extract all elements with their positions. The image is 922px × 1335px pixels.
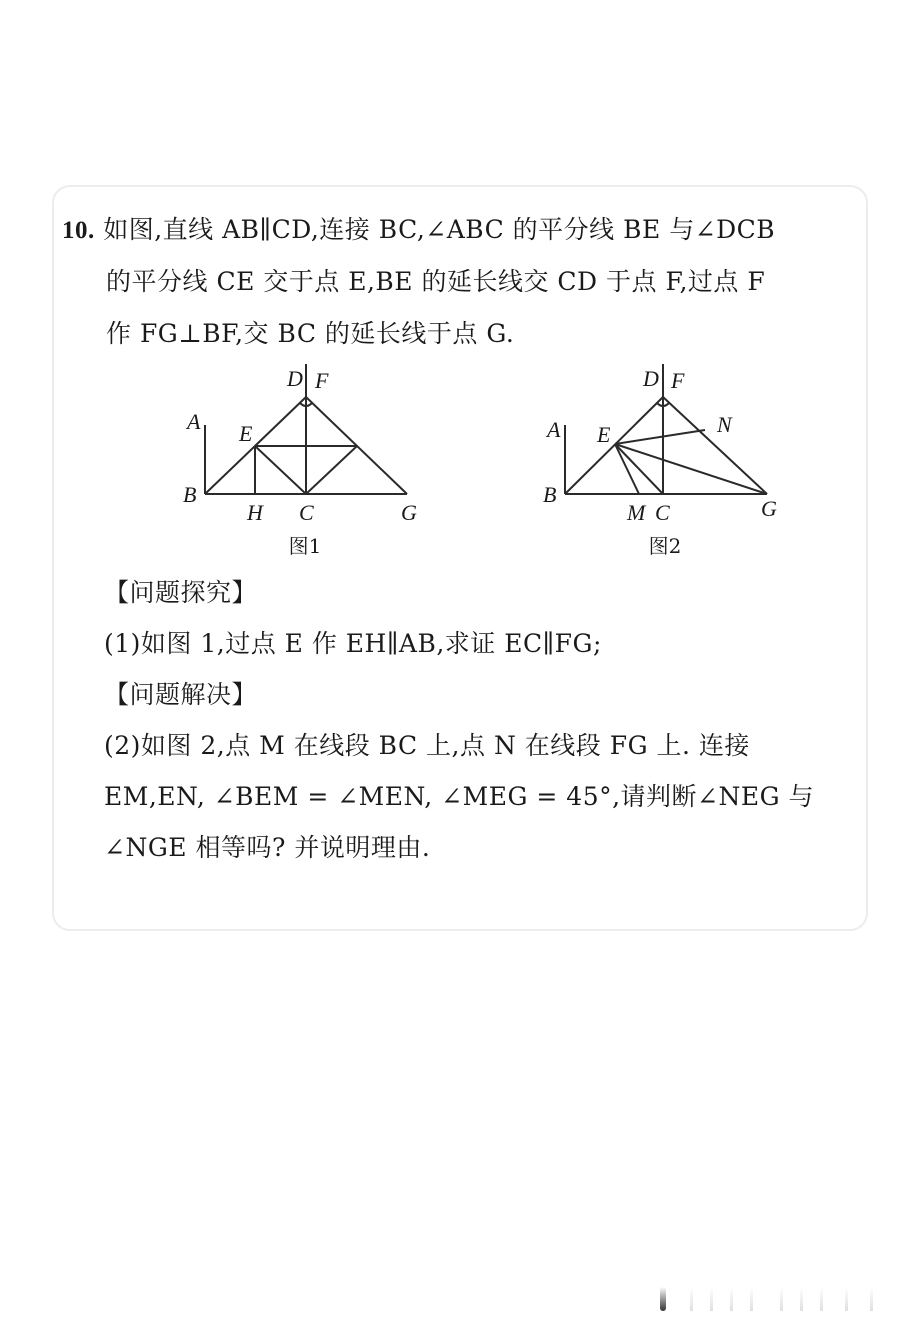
watermark-bars	[660, 1287, 900, 1311]
svg-text:A: A	[187, 409, 201, 434]
figure-2-caption: 图2	[648, 534, 682, 558]
part-2-line-3: ∠NGE 相等吗? 并说明理由.	[104, 833, 431, 862]
section-title-explore: 【问题探究】	[104, 578, 258, 607]
svg-text:B: B	[183, 482, 197, 507]
figure-2	[535, 362, 795, 562]
section-title-solve: 【问题解决】	[104, 680, 258, 709]
svg-text:F: F	[315, 368, 329, 393]
svg-text:G: G	[761, 496, 777, 521]
svg-text:F: F	[671, 368, 685, 393]
figure-1	[175, 362, 435, 562]
problem-number: 10.	[62, 217, 95, 244]
problem-stem-line-2: 的平分线 CE 交于点 E,BE 的延长线交 CD 于点 F,过点 F	[106, 267, 766, 296]
svg-text:N: N	[717, 412, 732, 437]
svg-text:C: C	[655, 500, 670, 522]
problem-stem-line-1: 10. 如图,直线 AB∥CD,连接 BC,∠ABC 的平分线 BE 与∠DCB	[62, 215, 776, 244]
part-1-question: (1)如图 1,过点 E 作 EH∥AB,求证 EC∥FG;	[104, 629, 602, 658]
svg-text:D: D	[287, 366, 303, 391]
svg-text:C: C	[299, 500, 314, 522]
svg-text:D: D	[643, 366, 659, 391]
figure-1-caption: 图1	[288, 534, 322, 558]
figure-1-diagram	[175, 362, 435, 522]
svg-text:E: E	[239, 421, 253, 446]
svg-text:G: G	[401, 500, 417, 522]
svg-text:A: A	[547, 417, 561, 442]
part-2-line-2: EM,EN, ∠BEM = ∠MEN, ∠MEG = 45°,请判断∠NEG 与	[104, 782, 815, 811]
svg-text:H: H	[247, 500, 263, 522]
part-2-line-1: (2)如图 2,点 M 在线段 BC 上,点 N 在线段 FG 上. 连接	[104, 731, 750, 760]
svg-text:M: M	[627, 500, 646, 522]
svg-text:B: B	[543, 482, 557, 507]
problem-stem-line-3: 作 FG⊥BF,交 BC 的延长线于点 G.	[106, 319, 515, 348]
svg-text:E: E	[597, 422, 611, 447]
figure-2-diagram	[535, 362, 795, 522]
